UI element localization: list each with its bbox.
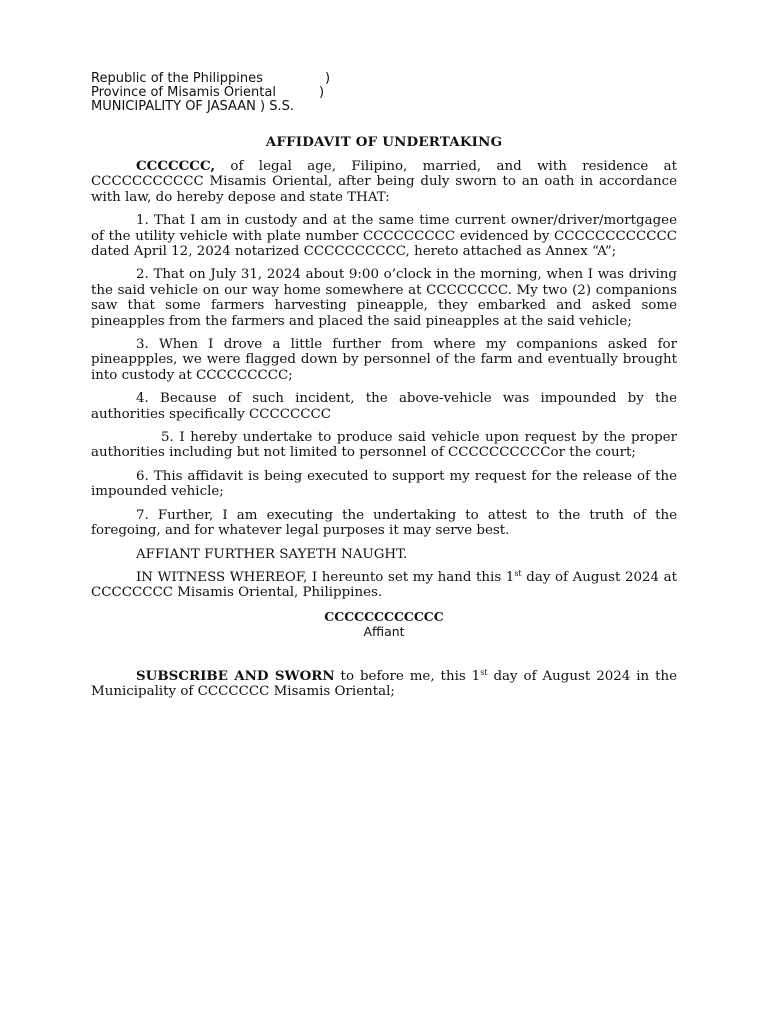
intro-paragraph [91, 159, 677, 205]
affiant-signature-name: CCCCCCCCCCCC [324, 608, 444, 624]
affidavit-document [91, 72, 677, 707]
venue-block [91, 72, 677, 115]
affiant-role-label: Affiant [363, 624, 405, 640]
affiant-naught: AFFIANT FURTHER SAYETH NAUGHT. [136, 546, 408, 562]
witness-sup: st [514, 568, 522, 578]
sworn-paragraph [91, 669, 677, 700]
item-2: 2. That on July 31, 2024 about 9:00 o’clock in the morning, when I was driving the said vehicle on our way home somewhere at CCCCCCCC. My two (2) companions saw that some farmers harvesting pineapple, they embarked and asked some pineapples from the farmers and placed the said pineapples at the said vehicle; [91, 267, 677, 329]
affiant-name-intro: CCCCCCC, [136, 157, 216, 174]
venue-municipality-text: MUNICIPALITY OF JASAAN ) S.S. [91, 99, 295, 115]
witness-paragraph [91, 570, 677, 601]
venue-line-republic [91, 72, 677, 86]
sworn-sup: st [480, 667, 488, 677]
item-5: 5. I hereby undertake to produce said vehicle upon request by the proper authorities including but not limited to personnel of CCCCCCCCCCor the court; [91, 430, 677, 461]
sworn-text-after: day of August 2024 in the Municipality of CCCCCCC Misamis Oriental; [91, 668, 678, 699]
item-4: 4. Because of such incident, the above-vehicle was impounded by the authorities specifically CCCCCCCC [91, 391, 677, 422]
item-6: 6. This affidavit is being executed to support my request for the release of the impounded vehicle; [91, 468, 677, 500]
item-7: 7. Further, I am executing the undertaking to attest to the truth of the foregoing, and for whatever legal purposes it may serve best. [91, 507, 677, 539]
signature-block [91, 609, 677, 640]
venue-paren-2: ) [319, 85, 325, 101]
intro-text: of legal age, Filipino, married, and with residence at CCCCCCCCCCC Misamis Oriental, after being duly sworn to an oath in accordance with law, do hereby depose and state THAT: [91, 158, 677, 205]
document-title: AFFIDAVIT OF UNDERTAKING [265, 133, 503, 150]
witness-text-after: day of August 2024 at CCCCCCCC Misamis Oriental, Philippines. [91, 569, 677, 601]
venue-republic-text: Republic of the Philippines [91, 71, 263, 86]
venue-paren-1: ) [325, 71, 331, 86]
venue-line-municipality [91, 100, 677, 114]
venue-line-province [91, 86, 677, 100]
item-3: 3. When I drove a little further from where my companions asked for pineappples, we were flagged down by personnel of the farm and eventually brought into custody at CCCCCCCCC; [91, 337, 677, 383]
venue-province-text: Province of Misamis Oriental [91, 85, 276, 101]
sworn-heading: SUBSCRIBE AND SWORN [136, 667, 335, 684]
witness-text-before: IN WITNESS WHEREOF, I hereunto set my hand this 1 [136, 569, 515, 585]
item-1: 1. That I am in custody and at the same time current owner/driver/mortgagee of the utility vehicle with plate number CCCCCCCCC evidenced by CCCCCCCCCCCC dated April 12, 2024 notarized CCCCCCCCCC, hereto attached as Annex “A”; [91, 213, 677, 259]
sworn-text-before: to before me, this 1 [334, 668, 481, 684]
